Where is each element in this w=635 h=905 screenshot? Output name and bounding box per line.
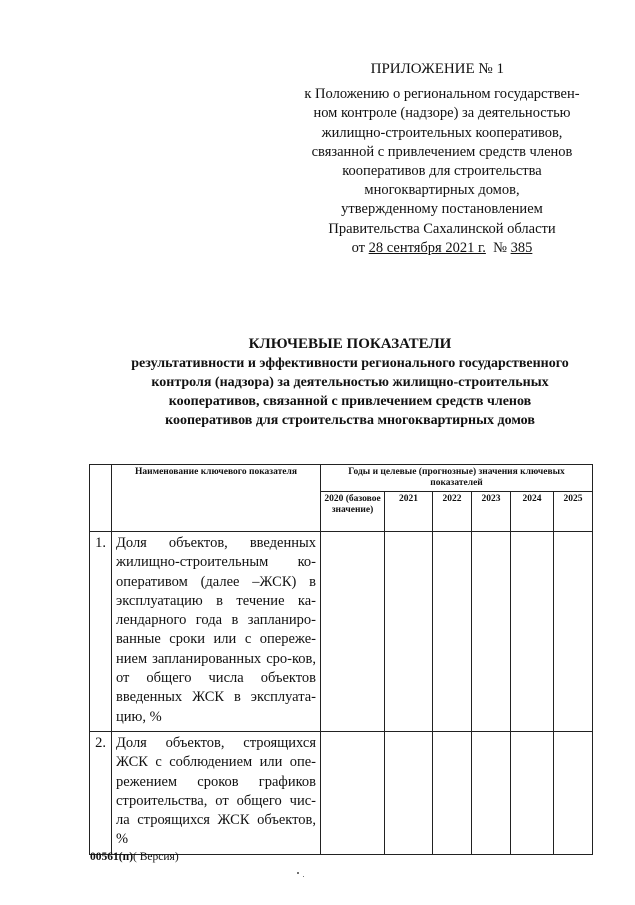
- year-header: 2023: [472, 492, 511, 532]
- indicator-name: Доля объектов, введенных жилищно-строительным ко-оперативом (далее –ЖСК) в эксплуатацию в течение ка-лендарного года в запланиро-ванные сроки или с опереже-нием запланированных сро-ков, от общего числа объектов введенных ЖСК в эксплуата-цию, %: [112, 532, 321, 732]
- resolution-date: 28 сентября 2021 г.: [368, 239, 486, 256]
- year-header: 2020 (базовое значение): [321, 492, 385, 532]
- year-header: 2025: [554, 492, 593, 532]
- appendix-title: ПРИЛОЖЕНИЕ № 1: [370, 61, 504, 77]
- appendix-line: ном контроле (надзоре) за деятельностью: [313, 105, 571, 122]
- value-cell: [385, 731, 433, 854]
- subtitle-line: кооперативов, связанной с привлечением средств членов: [168, 394, 532, 409]
- subtitle-line: контроля (надзора) за деятельностью жилищно-строительных: [151, 375, 549, 390]
- year-header: 2021: [385, 492, 433, 532]
- indicators-table: [89, 464, 593, 855]
- num-header-cell: [90, 465, 112, 532]
- value-cell: [554, 532, 593, 732]
- date-prefix: от: [351, 239, 369, 256]
- document-subtitle: [90, 354, 610, 430]
- appendix-line: многоквартирных домов,: [364, 182, 520, 199]
- table-row: [90, 532, 593, 732]
- value-cell: [433, 731, 472, 854]
- value-cell: [472, 532, 511, 732]
- subtitle-line: результативности и эффективности регионального государственного: [131, 356, 569, 371]
- resolution-number: 385: [510, 239, 533, 256]
- subtitle-line: кооперативов для строительства многоквартирных домов: [165, 413, 535, 428]
- year-header: 2022: [433, 492, 472, 532]
- appendix-line: утвержденному постановлением: [341, 201, 543, 218]
- year-header: 2024: [511, 492, 554, 532]
- row-number: 1.: [90, 532, 112, 732]
- document-code: 00561(п): [90, 851, 134, 863]
- value-cell: [321, 532, 385, 732]
- value-cell: [511, 731, 554, 854]
- appendix-block: [282, 60, 602, 258]
- appendix-line: Правительства Сахалинской области: [328, 220, 556, 237]
- value-cell: [511, 532, 554, 732]
- value-cell: [472, 731, 511, 854]
- appendix-line: кооперативов для строительства: [342, 163, 542, 180]
- document-heading: [90, 334, 610, 430]
- appendix-line: жилищно-строительных кооперативов,: [321, 124, 563, 141]
- value-cell: [433, 532, 472, 732]
- row-number: 2.: [90, 731, 112, 854]
- document-title: КЛЮЧЕВЫЕ ПОКАЗАТЕЛИ: [248, 336, 452, 352]
- number-prefix: №: [493, 239, 511, 256]
- value-cell: [385, 532, 433, 732]
- table-row: [90, 731, 593, 854]
- name-header: Наименование ключевого показателя: [112, 465, 321, 532]
- document-version: ( Версия): [133, 851, 179, 863]
- indicator-name: Доля объектов, строящихся ЖСК с соблюдением или опе-режением сроков графиков строительства, от общего чис-ла строящихся ЖСК объектов, %: [112, 731, 321, 854]
- scan-speck: [297, 872, 299, 874]
- resolution-date-line: [282, 239, 602, 258]
- footer-note: [90, 851, 179, 863]
- value-cell: [554, 731, 593, 854]
- years-header: Годы и целевые (прогнозные) значения ключевых показателей: [321, 465, 593, 492]
- scan-speck: [303, 876, 304, 877]
- appendix-line: к Положению о региональном государствен-: [304, 86, 580, 103]
- appendix-line: связанной с привлечением средств членов: [311, 143, 573, 160]
- value-cell: [321, 731, 385, 854]
